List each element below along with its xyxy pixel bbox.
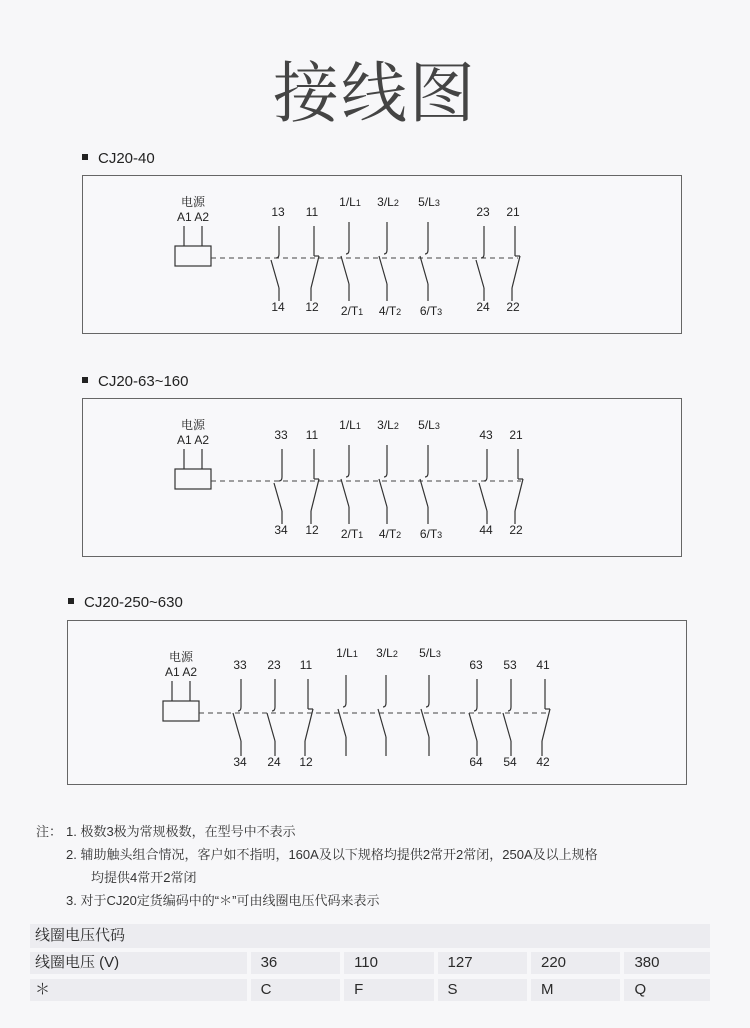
contact-hook (343, 703, 346, 707)
table-row (30, 952, 710, 974)
terminal-label-top: 3/L2 (377, 418, 399, 432)
contact-hook (383, 703, 386, 707)
terminal-label-top: 21 (509, 428, 523, 442)
contact-hook (474, 707, 477, 711)
terminal-label-bottom: 42 (536, 755, 550, 769)
page-title: 接线图 (273, 55, 477, 132)
terminal-label-bottom: 22 (506, 300, 520, 314)
terminal-label-top: 1/L1 (339, 195, 361, 209)
table-cell: 110 (344, 952, 433, 974)
coil-terminal-label: A1 A2 (164, 665, 198, 679)
terminal-label-bottom: 4/T2 (378, 527, 402, 541)
contact-hook (425, 250, 428, 254)
contact-hook (384, 250, 387, 254)
terminal-label-top: 23 (476, 205, 490, 219)
wiring-svg (83, 399, 683, 558)
terminal-label-top: 1/L1 (339, 418, 361, 432)
table-cell: M (531, 979, 620, 1001)
wiring-svg (83, 176, 683, 335)
wiring-diagram-cj20-250-630 (67, 620, 687, 785)
table-cell: 线圈电压 (V) (30, 952, 247, 974)
wiring-svg (68, 621, 688, 786)
coil-name-label: 电源 (168, 650, 194, 664)
table-caption: 线圈电压代码 (30, 924, 710, 948)
coil-name-label: 电源 (180, 195, 206, 209)
note-item: 均提供4常开2常闭 (91, 870, 197, 885)
contact-blade (267, 713, 275, 741)
contact-blade (271, 260, 279, 288)
terminal-label-bottom: 2/T1 (340, 527, 364, 541)
contact-blade (311, 256, 319, 288)
contact-hook (346, 250, 349, 254)
coil-terminal-label: A1 A2 (176, 210, 210, 224)
terminal-label-top: 11 (305, 205, 319, 219)
contact-hook (508, 707, 511, 711)
contact-hook (481, 254, 484, 258)
table-row (30, 979, 710, 1001)
note-item: 1. 极数3极为常规极数，在型号中不表示 (66, 824, 296, 839)
contact-blade (420, 479, 428, 507)
terminal-label-top: 13 (271, 205, 285, 219)
table-cell: Q (624, 979, 710, 1001)
terminal-label-top: 33 (233, 658, 247, 672)
contact-blade (420, 256, 428, 284)
terminal-label-top: 5/L3 (419, 646, 441, 660)
terminal-label-bottom: 34 (274, 523, 288, 537)
section-label-cj20-63-160: CJ20-63~160 (82, 373, 188, 390)
contact-hook (276, 254, 279, 258)
coil-terminal-label: A1 A2 (176, 433, 210, 447)
coil-box (175, 469, 211, 489)
contact-hook (384, 473, 387, 477)
contact-blade (515, 479, 523, 511)
terminal-label-top: 23 (267, 658, 281, 672)
contact-blade (274, 483, 282, 511)
diagram-group (175, 194, 520, 318)
contact-hook (484, 477, 487, 481)
contact-blade (476, 260, 484, 288)
terminal-label-bottom: 44 (479, 523, 493, 537)
contact-blade (469, 713, 477, 741)
diagram-group (163, 646, 550, 769)
contact-hook (426, 703, 429, 707)
terminal-label-bottom: 2/T1 (340, 304, 364, 318)
terminal-label-bottom: 6/T3 (419, 527, 443, 541)
terminal-label-bottom: 12 (305, 300, 319, 314)
contact-blade (311, 479, 319, 511)
table-cell: F (344, 979, 433, 1001)
terminal-label-top: 3/L2 (376, 646, 398, 660)
bullet-icon (68, 598, 74, 604)
section-label-cj20-250-630: CJ20-250~630 (68, 594, 183, 611)
coil-box (163, 701, 199, 721)
table-cell: 127 (438, 952, 527, 974)
contact-blade (503, 713, 511, 741)
terminal-label-bottom: 12 (305, 523, 319, 537)
terminal-label-top: 5/L3 (418, 195, 440, 209)
terminal-label-bottom: 14 (271, 300, 285, 314)
terminal-label-bottom: 4/T2 (378, 304, 402, 318)
contact-blade (379, 479, 387, 507)
terminal-label-top: 1/L1 (336, 646, 358, 660)
note-item: 2. 辅助触头组合情况，客户如不指明，160A及以下规格均提供2常开2常闭，250A及以上规格 (66, 847, 598, 862)
contact-hook (279, 477, 282, 481)
notes: 注： 1. 极数3极为常规极数，在型号中不表示 2. 辅助触头组合情况，客户如不指明，160A及以下规格均提供2常开2常闭，250A及以上规格 均提供4常开2常闭 3. 对于CJ20定货编码中的“＊”可由线圈电压代码来表示 (36, 820, 726, 912)
terminal-label-bottom: 6/T3 (419, 304, 443, 318)
terminal-label-top: 11 (299, 658, 313, 672)
terminal-label-bottom: 24 (476, 300, 490, 314)
note-item: 3. 对于CJ20定货编码中的“＊”可由线圈电压代码来表示 (66, 893, 380, 908)
terminal-label-bottom: 34 (233, 755, 247, 769)
section-label-cj20-40: CJ20-40 (82, 150, 155, 167)
wiring-diagram-cj20-63-160 (82, 398, 682, 557)
terminal-label-top: 53 (503, 658, 517, 672)
contact-blade (479, 483, 487, 511)
table-cell: S (438, 979, 527, 1001)
terminal-label-bottom: 12 (299, 755, 313, 769)
terminal-label-bottom: 24 (267, 755, 281, 769)
terminal-label-bottom: 64 (469, 755, 483, 769)
coil-box (175, 246, 211, 266)
contact-blade (379, 256, 387, 284)
table-cell: C (251, 979, 340, 1001)
coil-voltage-table (30, 924, 710, 1006)
terminal-label-top: 5/L3 (418, 418, 440, 432)
table-cell: 36 (251, 952, 340, 974)
contact-hook (425, 473, 428, 477)
terminal-label-bottom: 22 (509, 523, 523, 537)
contact-blade (305, 709, 313, 741)
coil-name-label: 电源 (180, 418, 206, 432)
terminal-label-top: 21 (506, 205, 520, 219)
diagram-group (175, 417, 523, 541)
bullet-icon (82, 154, 88, 160)
contact-hook (272, 707, 275, 711)
terminal-label-top: 33 (274, 428, 288, 442)
terminal-label-top: 3/L2 (377, 195, 399, 209)
contact-blade (233, 713, 241, 741)
contact-blade (512, 256, 520, 288)
terminal-label-top: 63 (469, 658, 483, 672)
terminal-label-top: 41 (536, 658, 550, 672)
contact-blade (341, 256, 349, 284)
terminal-label-bottom: 54 (503, 755, 517, 769)
terminal-label-top: 43 (479, 428, 493, 442)
contact-hook (346, 473, 349, 477)
bullet-icon (82, 377, 88, 383)
contact-blade (341, 479, 349, 507)
table-cell: 380 (624, 952, 710, 974)
wiring-diagram-cj20-40 (82, 175, 682, 334)
terminal-label-top: 11 (305, 428, 319, 442)
table-cell: ＊ (30, 979, 247, 1001)
contact-blade (542, 709, 550, 741)
table-cell: 220 (531, 952, 620, 974)
contact-hook (238, 707, 241, 711)
